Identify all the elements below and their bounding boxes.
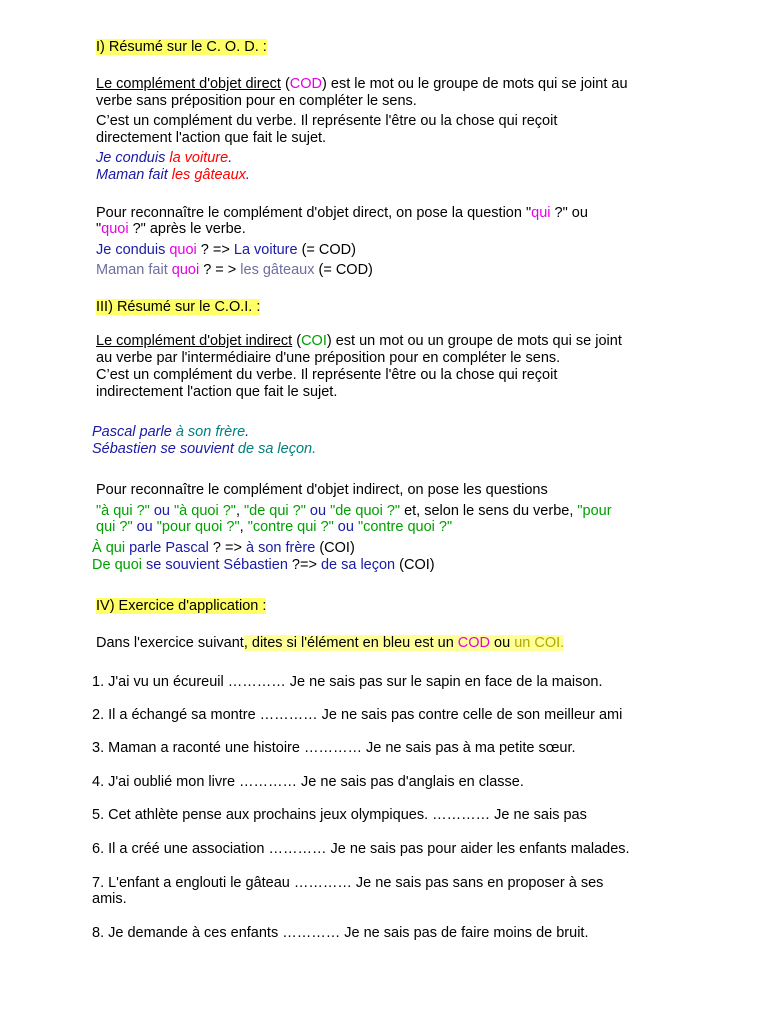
coi-example-2: Sébastien se souvient de sa leçon.	[92, 441, 317, 457]
exercise-item-7: 7. L'enfant a englouti le gâteau ………… Je ne sais pas sans en proposer à ses	[92, 875, 604, 891]
coi-definition-line-1: Le complément d'objet indirect (COI) est un mot ou un groupe de mots qui se joint	[96, 333, 622, 349]
coi-question-line-3: qui ?" ou "pour quoi ?", "contre qui ?" ou "contre quoi ?"	[96, 519, 453, 535]
cod-definition-line-2: verbe sans préposition pour en compléter le sens.	[96, 93, 417, 109]
cod-answer-2: Maman fait quoi ? = > les gâteaux (= COD)	[96, 262, 373, 278]
coi-definition-line-2: au verbe par l'intermédiaire d'une préposition pour en compléter le sens.	[96, 350, 561, 366]
exercise-item-3: 3. Maman a raconté une histoire ………… Je ne sais pas à ma petite sœur.	[92, 740, 576, 756]
coi-question-line-1: Pour reconnaître le complément d'objet indirect, on pose les questions	[96, 482, 548, 498]
section-3-heading: III) Résumé sur le C.O.I. :	[96, 299, 261, 315]
coi-definition-line-3: C’est un complément du verbe. Il représente l'être ou la chose qui reçoit	[96, 367, 558, 383]
exercise-item-5: 5. Cet athlète pense aux prochains jeux olympiques. ………… Je ne sais pas	[92, 807, 587, 823]
cod-question-line-1: Pour reconnaître le complément d'objet direct, on pose la question "qui ?" ou	[96, 205, 588, 221]
coi-answer-2: De quoi se souvient Sébastien ?=> de sa leçon (COI)	[92, 557, 435, 573]
exercise-instructions: Dans l'exercice suivant, dites si l'élément en bleu est un COD ou un COI.	[96, 635, 565, 651]
coi-definition-line-4: indirectement l'action que fait le sujet.	[96, 384, 338, 400]
cod-definition-line-1: Le complément d'objet direct (COD) est le mot ou le groupe de mots qui se joint au	[96, 76, 628, 92]
exercise-item-1: 1. J'ai vu un écureuil ………… Je ne sais pas sur le sapin en face de la maison.	[92, 674, 603, 690]
cod-example-2: Maman fait les gâteaux.	[96, 167, 250, 183]
cod-answer-1: Je conduis quoi ? => La voiture (= COD)	[96, 242, 356, 258]
coi-example-1: Pascal parle à son frère.	[92, 424, 250, 440]
cod-question-line-2: "quoi ?" après le verbe.	[96, 221, 246, 237]
coi-answer-1: À qui parle Pascal ? => à son frère (COI)	[92, 540, 355, 556]
section-1-heading: I) Résumé sur le C. O. D. :	[96, 39, 267, 55]
section-4-heading: IV) Exercice d'application :	[96, 598, 267, 614]
exercise-item-8: 8. Je demande à ces enfants ………… Je ne sais pas de faire moins de bruit.	[92, 925, 589, 941]
cod-example-1: Je conduis la voiture.	[96, 150, 233, 166]
cod-definition-line-3: C’est un complément du verbe. Il représente l'être ou la chose qui reçoit	[96, 113, 558, 129]
exercise-item-2: 2. Il a échangé sa montre ………… Je ne sais pas contre celle de son meilleur ami	[92, 707, 623, 723]
cod-definition-line-4: directement l'action que fait le sujet.	[96, 130, 327, 146]
exercise-item-7-continued: amis.	[92, 891, 127, 907]
coi-question-line-2: "à qui ?" ou "à quoi ?", "de qui ?" ou "de quoi ?" et, selon le sens du verbe, "pour	[96, 503, 612, 519]
exercise-item-6: 6. Il a créé une association ………… Je ne sais pas pour aider les enfants malades.	[92, 841, 630, 857]
exercise-item-4: 4. J'ai oublié mon livre ………… Je ne sais pas d'anglais en classe.	[92, 774, 524, 790]
